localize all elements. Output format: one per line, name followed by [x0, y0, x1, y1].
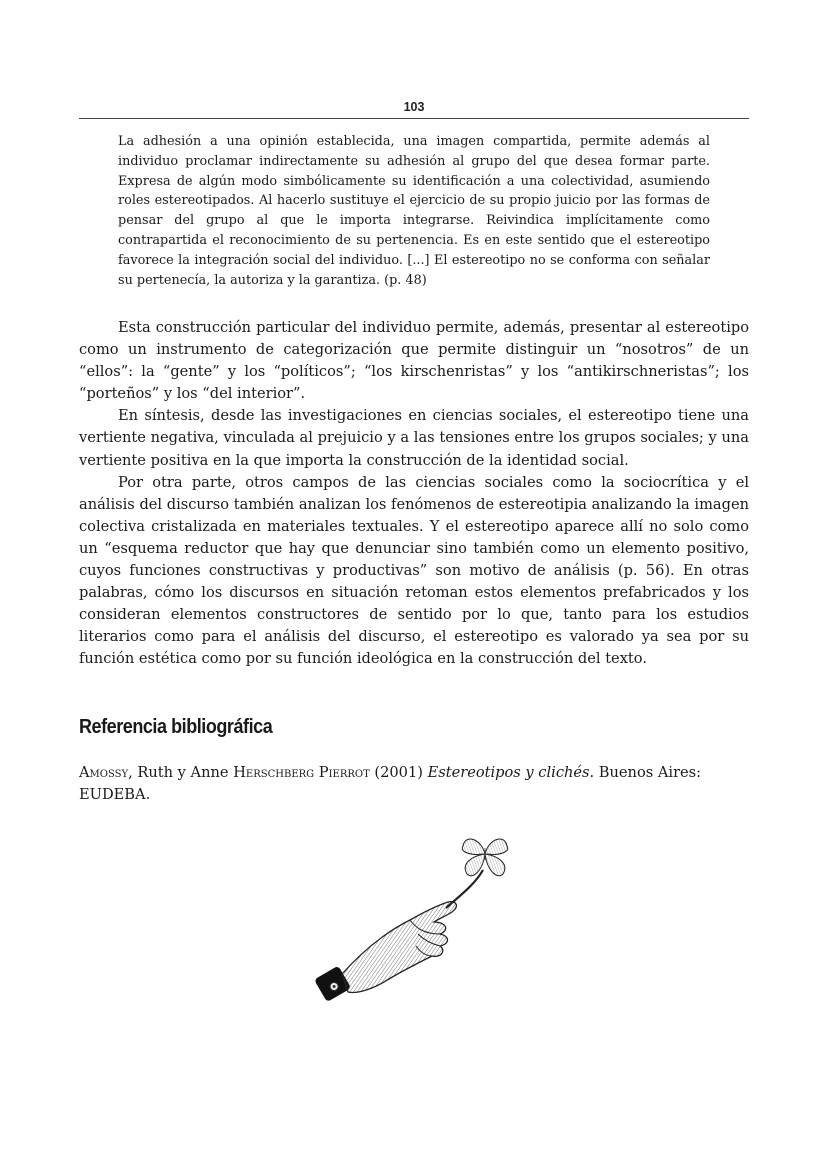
page-number: 103: [403, 100, 425, 114]
body-paragraph-2: En síntesis, desde las investigaciones en ciencias sociales, el estereotipo tiene una vertiente negativa, vinculada al prejuicio y a las tensiones entre los grupos sociales; y una vertiente positiva en la que importa la construcción de la identidad social.: [79, 407, 749, 469]
body-paragraph-1: Esta construcción particular del individuo permite, además, presentar al estereotipo como un instrumento de categorización que permite distinguir un “nosotros” de un “ellos”: la “gente” y los “políticos”; “los kirschenristas” y los “antikirschneristas”; los “porteños” y los “del interior”.: [79, 319, 749, 403]
publication-year: (2001): [369, 764, 428, 781]
hand-holding-clover-icon: [300, 822, 530, 1022]
author-2-surname: Herschberg Pierrot: [233, 764, 370, 781]
book-title: Estereotipos y clichés: [427, 764, 590, 781]
block-quote: [118, 132, 710, 290]
body-paragraph-3: Por otra parte, otros campos de las ciencias sociales como la sociocrítica y el análisis del discurso también analizan los fenómenos de estereotipia analizando la imagen colectiva cristalizada en materiales textuales. Y el estereotipo aparece allí no solo como un “esquema reductor que hay que denunciar sino también como un elemento positivo, cuyos funciones constructivas y productivas” son motivo de análisis (p. 56). En otras palabras, cómo los discursos en situación retoman estos elementos prefabricados y los consideran elementos constructores de sentido por lo que, tanto para los estudios literarios como para el análisis del discurso, el estereotipo es valorado ya sea por su función estética como por su función ideológica en la construcción del texto.: [79, 473, 749, 668]
block-quote-text: La adhesión a una opinión establecida, una imagen compartida, permite además al individuo proclamar indirectamente su adhesión al grupo del que desea formar parte. Expresa de algún modo simbólicamente su identificación a una colectividad, asumiendo roles estereotipados. Al hacerlo sustituye el ejercicio de su propio juicio por las formas de pensar del grupo al que le importa integrarse. Reivindica implícitamente como contrapartida el reconocimiento de su pertenencia. Es en este sentido que el estereotipo favorece la integración social del individuo. [...] El estereotipo no se conforma con señalar su pertenecía, la autoriza y la garantiza. (p. 48): [118, 134, 710, 288]
author-1-surname: Amossy: [79, 764, 129, 781]
author-1-given: , Ruth y Anne: [128, 764, 234, 781]
bibliography-entry: [79, 762, 759, 806]
section-heading: Referencia bibliográfica: [79, 716, 273, 738]
publisher: . Buenos Aires: EUDEBA.: [79, 764, 702, 803]
body-text: [79, 317, 749, 671]
header-rule: [79, 118, 749, 119]
